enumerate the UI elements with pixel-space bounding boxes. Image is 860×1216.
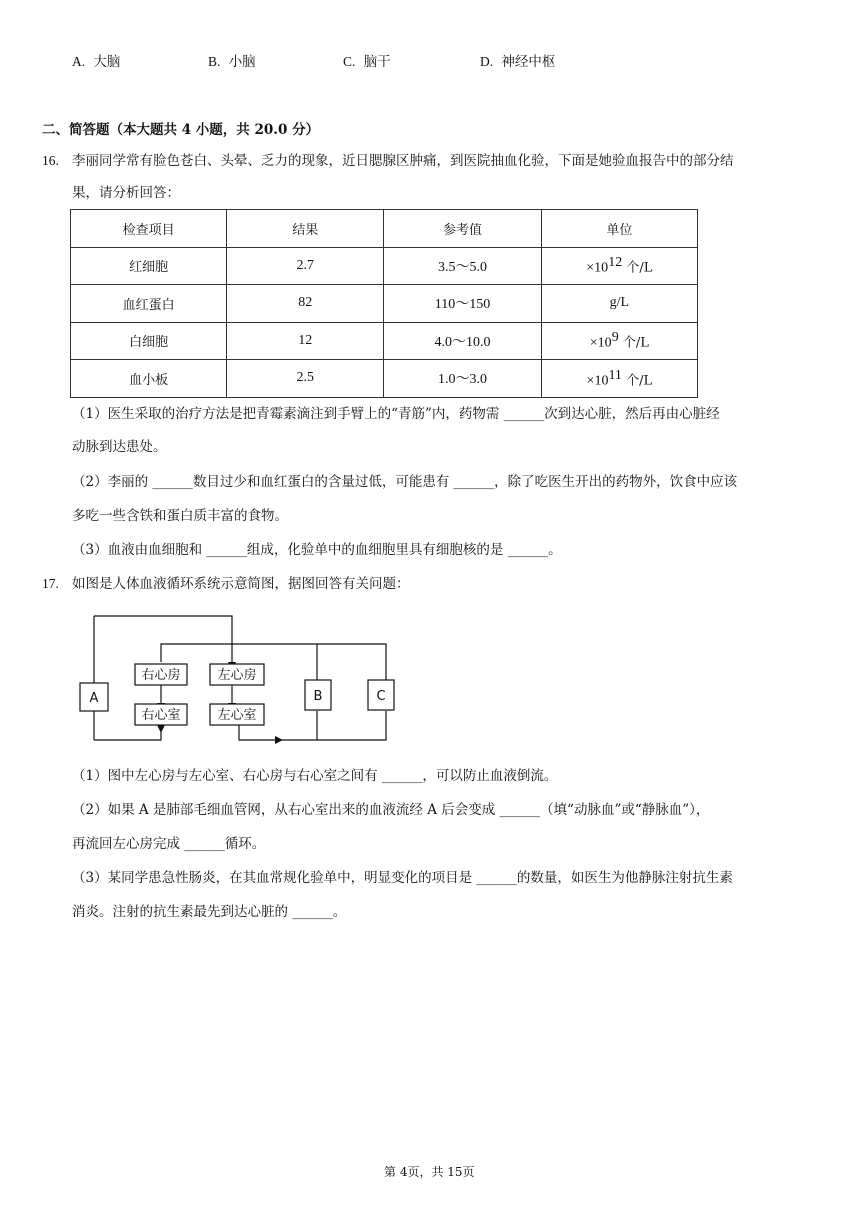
sub-question-1: （1）图中左心房与左心室、右心房与右心室之间有 ______，可以防止血液倒流。	[72, 768, 558, 784]
label-a: A	[89, 691, 99, 706]
question-stem: 如图是人体血液循环系统示意简图，据图回答有关问题：	[72, 576, 410, 592]
table-cell-ref: 110～150	[384, 285, 541, 323]
unit-exponent: 9	[611, 330, 619, 346]
option-text: 脑干	[363, 54, 391, 70]
sub-question-2: （2）李丽的 ______数目过少和血红蛋白的含量过低，可能患有 ______，除了吃医生开出的药物外，饮食中应该	[72, 474, 738, 490]
option-text: 小脑	[228, 54, 256, 70]
table-cell-item: 血红蛋白	[71, 285, 227, 323]
label-right-ventricle: 右心室	[141, 708, 181, 723]
sub-question-3: （3）血液由血细胞和 ______组成，化验单中的血细胞里具有细胞核的是 ______。	[72, 542, 562, 558]
table-row	[71, 360, 698, 398]
label-left-ventricle: 左心室	[217, 708, 257, 723]
unit-tail: 个/L	[622, 260, 653, 276]
table-cell-ref: 3.5～5.0	[384, 247, 541, 285]
table-cell-item: 血小板	[71, 360, 227, 398]
question-stem: 果，请分析回答：	[72, 185, 180, 201]
label-c: C	[376, 689, 386, 704]
option-text: 大脑	[93, 54, 121, 70]
table-header: 单位	[541, 210, 697, 248]
option-text: 神经中枢	[501, 54, 556, 70]
table-cell-item: 红细胞	[71, 247, 227, 285]
question-number: 17.	[42, 576, 59, 591]
table-header: 结果	[227, 210, 384, 248]
table-cell-unit	[541, 322, 697, 360]
option-letter: B.	[208, 54, 221, 69]
sub-question-3: （3）某同学患急性肠炎，在其血常规化验单中，明显变化的项目是 ______的数量，如医生为他静脉注射抗生素	[72, 870, 733, 886]
table-cell-item: 白细胞	[71, 322, 227, 360]
sub-question-1: （1）医生采取的治疗方法是把青霉素滴注到手臂上的“青筋”内，药物需 ______次到达心脏，然后再由心脏经	[72, 406, 720, 422]
sub-question-2-cont: 再流回左心房完成 ______循环。	[72, 836, 266, 852]
label-left-atrium: 左心房	[217, 668, 257, 683]
table-cell-unit	[541, 285, 697, 323]
page-footer: 第 4页，共 15页	[384, 1165, 475, 1179]
table-cell-unit	[541, 360, 697, 398]
option-a	[72, 50, 120, 70]
option-letter: C.	[343, 54, 356, 69]
table-row	[71, 285, 698, 323]
unit-base: ×10	[586, 372, 609, 388]
question-number: 16.	[42, 153, 59, 168]
unit-base: ×10	[589, 335, 612, 351]
table-row	[71, 322, 698, 360]
unit-tail: 个/L	[618, 335, 649, 351]
unit-base: ×10	[586, 260, 609, 276]
sub-question-2-cont: 多吃一些含铁和蛋白质丰富的食物。	[72, 508, 288, 524]
option-c	[343, 50, 391, 70]
table-cell-result: 12	[227, 322, 384, 360]
table-header-row	[71, 210, 698, 248]
table-header: 检查项目	[71, 210, 227, 248]
circulation-diagram	[70, 608, 400, 753]
sub-question-3-cont: 消炎。注射的抗生素最先到达心脏的 ______。	[72, 904, 347, 920]
sub-question-1-cont: 动脉到达患处。	[72, 439, 167, 455]
table-cell-result: 82	[227, 285, 384, 323]
sub-question-2: （2）如果 A 是肺部毛细血管网，从右心室出来的血液流经 A 后会变成 ______（填“动脉血”或“静脉血”），	[72, 802, 710, 818]
option-letter: A.	[72, 54, 86, 69]
unit-exponent: 12	[608, 255, 623, 271]
option-d	[480, 50, 555, 70]
table-cell-ref: 4.0～10.0	[384, 322, 541, 360]
table-header: 参考值	[384, 210, 541, 248]
unit-exponent: 11	[608, 367, 622, 383]
section-title: 二、简答题（本大题共 4 小题，共 20.0 分）	[42, 122, 320, 138]
table-row	[71, 247, 698, 285]
label-right-atrium: 右心房	[141, 668, 181, 683]
unit-tail: 个/L	[621, 372, 653, 388]
table-cell-result: 2.7	[227, 247, 384, 285]
option-letter: D.	[480, 54, 494, 69]
unit-base: g/L	[609, 295, 630, 311]
blood-test-table	[70, 209, 698, 398]
label-b: B	[313, 689, 323, 704]
table-cell-ref: 1.0～3.0	[384, 360, 541, 398]
table-cell-unit	[541, 247, 697, 285]
option-b	[208, 50, 256, 70]
table-cell-result: 2.5	[227, 360, 384, 398]
question-stem: 李丽同学常有脸色苍白、头晕、乏力的现象，近日腮腺区肿痛，到医院抽血化验，下面是她验血报告中的部分结	[72, 153, 734, 169]
